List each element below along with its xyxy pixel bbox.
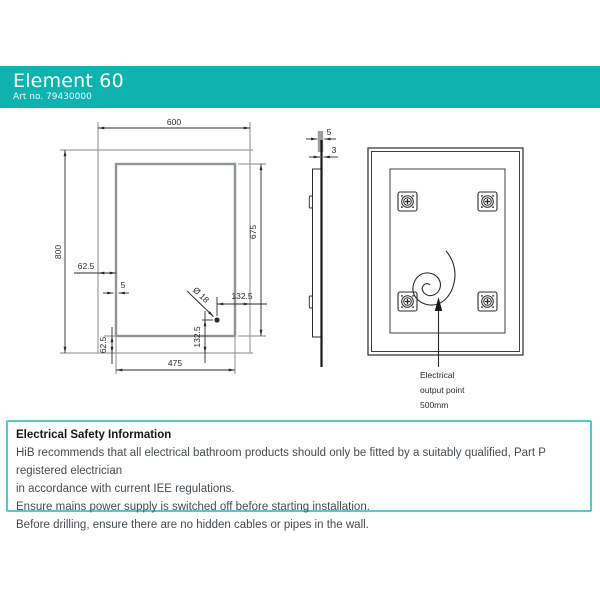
safety-info-line: Before drilling, ensure there are no hidden cables or pipes in the wall. — [16, 519, 369, 531]
dim-offset-left-label: 62.5 — [77, 261, 95, 271]
dim-hole-diameter-label: Ø 18 — [190, 284, 212, 305]
mounting-bracket-top-right — [478, 192, 497, 211]
safety-info-line: in accordance with current IEE regulations. — [16, 483, 235, 495]
electrical-label-line2: output point — [420, 385, 465, 395]
front-view — [53, 117, 267, 374]
dim-height-label: 800 — [53, 244, 63, 260]
mounting-bracket-bottom-right — [478, 292, 497, 311]
safety-info-title: Electrical Safety Information — [16, 429, 172, 441]
dim-hole-from-right-label: 132.5 — [231, 291, 253, 301]
product-title: Element 60 — [13, 70, 124, 92]
dim-glass-thickness-label: 3 — [331, 145, 337, 155]
safety-info-line: HiB recommends that all electrical bathroom products should only be fitted by a suitably qualified, Part P registered electrician — [16, 447, 546, 477]
dim-offset-bottom — [98, 327, 112, 364]
dim-width — [98, 117, 250, 128]
cable-hole — [187, 285, 220, 323]
safety-info-line: Ensure mains power supply is switched off before starting installation. — [16, 501, 370, 513]
dim-total-depth-label: 5 — [326, 127, 332, 137]
header-bar — [0, 66, 600, 108]
electrical-label-line3: 500mm — [420, 400, 449, 410]
side-bracket-bump — [309, 196, 312, 208]
dim-offset-bottom-label: 62.5 — [98, 336, 108, 354]
dim-glass-thickness — [309, 145, 338, 157]
safety-info-box — [6, 420, 592, 531]
mounting-bracket-top-left — [398, 192, 417, 211]
dim-height — [53, 150, 65, 353]
back-view — [368, 148, 523, 410]
dim-width-label: 600 — [166, 117, 182, 127]
electrical-label-line1: Electrical — [420, 370, 455, 380]
article-number: Art no. 79430000 — [13, 92, 92, 102]
dim-inner-width-label: 475 — [167, 358, 183, 368]
side-backing — [313, 169, 322, 337]
dim-frame-thickness-label: 5 — [120, 280, 126, 290]
extension-lines — [104, 164, 266, 374]
dim-offset-left — [74, 261, 116, 273]
dim-inner-height-label: 675 — [248, 224, 258, 240]
dim-hole-from-right — [217, 291, 267, 316]
electrical-output-label — [420, 370, 465, 410]
mirror-outline — [60, 122, 253, 353]
dim-inner-width — [116, 358, 235, 370]
side-view — [306, 127, 338, 367]
back-outer-frame — [368, 148, 523, 355]
side-bracket-bump — [309, 296, 312, 308]
dim-hole-from-bottom-label: 132.5 — [192, 326, 202, 348]
